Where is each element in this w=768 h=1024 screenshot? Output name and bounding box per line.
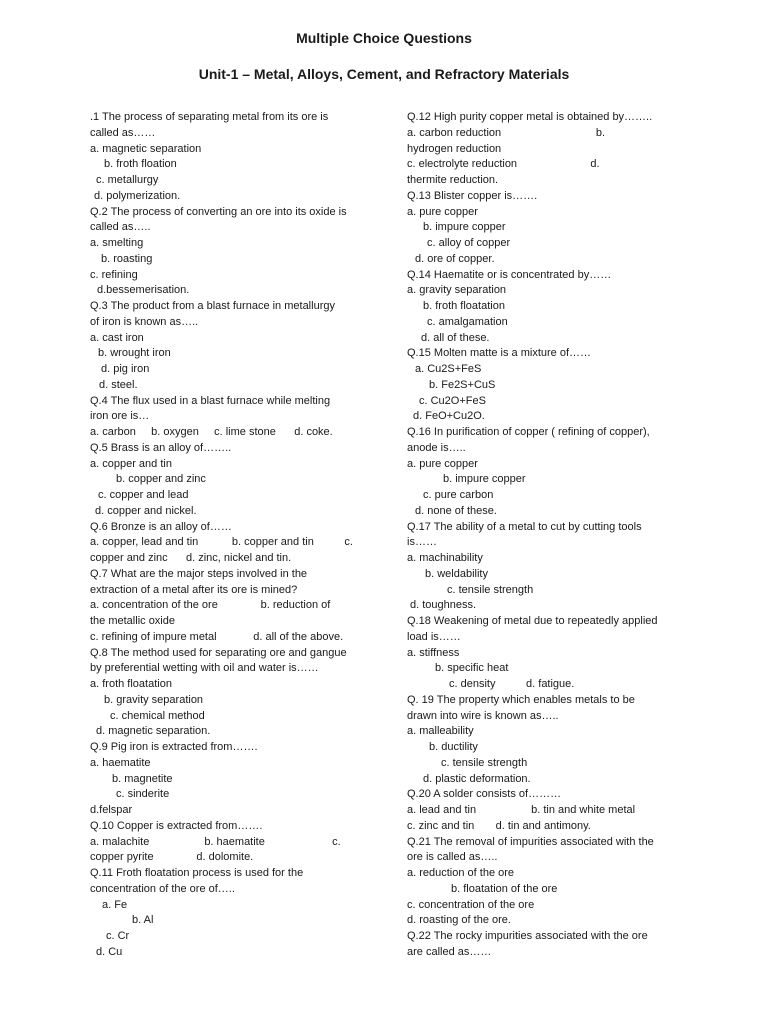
text-line: copper and zinc d. zinc, nickel and tin. bbox=[90, 552, 292, 564]
text-line: b. copper and zinc bbox=[116, 473, 206, 486]
text-line: hydrogen reduction bbox=[407, 142, 502, 155]
text-line: b. impure copper bbox=[423, 221, 506, 234]
question-line: Q.7 What are the major steps involved in the bbox=[90, 567, 308, 580]
text-line: concentration of the ore of….. bbox=[90, 882, 235, 895]
text-line: are called as…… bbox=[407, 945, 492, 958]
text-line: c. refining of impure metal d. all of the above. bbox=[90, 630, 344, 643]
text-line: c. density d. fatigue. bbox=[449, 678, 575, 690]
question-line: Q.4 The flux used in a blast furnace while melting bbox=[90, 394, 331, 407]
text-line: d. all of these. bbox=[421, 331, 490, 344]
page-title: Multiple Choice Questions bbox=[296, 30, 472, 46]
text-line: d. toughness. bbox=[410, 599, 477, 612]
text-line: c. electrolyte reduction d. bbox=[407, 158, 600, 171]
text-line: anode is….. bbox=[407, 441, 466, 454]
text-line: d. magnetic separation. bbox=[96, 725, 211, 738]
question-line: .1 The process of separating metal from its ore is bbox=[90, 111, 329, 123]
question-line: Q.14 Haematite or is concentrated by…… bbox=[407, 268, 612, 281]
text-line: b. ductility bbox=[429, 741, 478, 753]
unit-heading: Unit-1 – Metal, Alloys, Cement, and Refractory Materials bbox=[198, 66, 570, 82]
text-line: c. metallurgy bbox=[96, 174, 159, 186]
question-line: Q.22 The rocky impurities associated with the ore bbox=[407, 930, 648, 942]
text-line: c. copper and lead bbox=[98, 489, 189, 501]
text-line: d. ore of copper. bbox=[415, 252, 495, 265]
question-line: Q.20 A solder consists of……… bbox=[407, 788, 562, 801]
question-line: Q.16 In purification of copper ( refining of copper), bbox=[407, 426, 650, 438]
text-line: c. amalgamation bbox=[427, 315, 508, 328]
text-line: a. machinability bbox=[407, 552, 483, 564]
question-line: Q.11 Froth floatation process is used for the bbox=[90, 867, 304, 879]
question-line: Q.8 The method used for separating ore and gangue bbox=[90, 646, 347, 659]
text-line: c. concentration of the ore bbox=[407, 898, 535, 911]
text-line: a. gravity separation bbox=[407, 284, 507, 297]
text-line: d. pig iron bbox=[101, 363, 150, 375]
text-line: a. pure copper bbox=[407, 457, 478, 470]
text-line: a. cast iron bbox=[90, 331, 144, 344]
text-line: a. smelting bbox=[90, 237, 144, 249]
question-line: Q.10 Copper is extracted from……. bbox=[90, 819, 263, 832]
text-line: d. copper and nickel. bbox=[95, 504, 197, 517]
text-line: a. reduction of the ore bbox=[407, 867, 515, 879]
question-line: Q.13 Blister copper is……. bbox=[407, 189, 538, 202]
text-line: d. FeO+Cu2O. bbox=[413, 410, 485, 423]
question-line: Q.3 The product from a blast furnace in metallurgy bbox=[90, 300, 335, 312]
text-line: a. magnetic separation bbox=[90, 142, 202, 155]
text-line: b. Fe2S+CuS bbox=[429, 378, 496, 391]
text-line: a. lead and tin b. tin and white metal bbox=[407, 804, 636, 816]
question-line: Q.21 The removal of impurities associated with the bbox=[407, 835, 654, 848]
question-line: Q.5 Brass is an alloy of…….. bbox=[90, 441, 232, 454]
text-line: a. concentration of the ore b. reduction of bbox=[90, 599, 331, 612]
text-line: called as…… bbox=[90, 126, 156, 139]
text-line: load is…… bbox=[407, 630, 461, 643]
text-line: a. pure copper bbox=[407, 205, 478, 218]
text-line: a. malleability bbox=[407, 725, 474, 738]
question-line: Q.6 Bronze is an alloy of…… bbox=[90, 520, 232, 533]
text-line: a. carbon reduction b. bbox=[407, 126, 606, 139]
text-line: is…… bbox=[407, 536, 437, 549]
text-line: copper pyrite d. dolomite. bbox=[90, 851, 254, 864]
text-line: b. floatation of the ore bbox=[451, 882, 558, 895]
text-line: b. wrought iron bbox=[98, 347, 171, 360]
text-line: c. Cu2O+FeS bbox=[419, 394, 486, 407]
question-line: Q.12 High purity copper metal is obtained by…….. bbox=[407, 111, 653, 123]
question-line: Q. 19 The property which enables metals to be bbox=[407, 693, 635, 706]
text-line: a. Cu2S+FeS bbox=[415, 363, 482, 375]
text-line: iron ore is… bbox=[90, 410, 150, 423]
text-line: c. pure carbon bbox=[423, 489, 494, 501]
text-line: a. haematite bbox=[90, 756, 151, 769]
text-line: c. Cr bbox=[106, 930, 130, 942]
text-line: b. specific heat bbox=[435, 662, 509, 675]
text-line: a. froth floatation bbox=[90, 678, 172, 690]
text-line: a. copper and tin bbox=[90, 457, 172, 470]
question-line: Q.17 The ability of a metal to cut by cutting tools bbox=[407, 520, 642, 533]
text-line: extraction of a metal after its ore is mined? bbox=[90, 583, 298, 596]
text-line: c. zinc and tin d. tin and antimony. bbox=[407, 819, 591, 832]
text-line: d.felspar bbox=[90, 804, 133, 816]
text-line: b. weldability bbox=[425, 567, 488, 580]
text-line: d. polymerization. bbox=[94, 189, 181, 202]
question-line: Q.15 Molten matte is a mixture of…… bbox=[407, 347, 592, 360]
text-line: c. tensile strength bbox=[447, 583, 534, 596]
text-line: ore is called as….. bbox=[407, 851, 498, 864]
right-question-column bbox=[407, 110, 673, 961]
text-line: d. Cu bbox=[96, 945, 123, 958]
text-line: the metallic oxide bbox=[90, 615, 175, 627]
text-line: c. alloy of copper bbox=[427, 237, 511, 249]
text-line: a. carbon b. oxygen c. lime stone d. coke. bbox=[90, 426, 333, 438]
text-line: called as….. bbox=[90, 221, 151, 234]
text-line: b. gravity separation bbox=[104, 693, 204, 706]
text-line: b. impure copper bbox=[443, 473, 526, 486]
text-line: c. tensile strength bbox=[441, 756, 528, 769]
question-line: Q.18 Weakening of metal due to repeatedly applied bbox=[407, 615, 658, 627]
text-line: d.bessemerisation. bbox=[97, 284, 190, 297]
text-line: a. stiffness bbox=[407, 646, 460, 659]
text-line: c. refining bbox=[90, 268, 138, 281]
text-line: drawn into wire is known as….. bbox=[407, 709, 559, 722]
text-line: b. froth floation bbox=[104, 158, 177, 171]
text-line: a. malachite b. haematite c. bbox=[90, 835, 341, 848]
question-line: Q.9 Pig iron is extracted from……. bbox=[90, 741, 258, 753]
text-line: d. steel. bbox=[99, 378, 138, 391]
text-line: b. froth floatation bbox=[423, 300, 505, 312]
text-line: b. roasting bbox=[101, 252, 153, 265]
left-question-column bbox=[90, 110, 366, 961]
text-line: b. magnetite bbox=[112, 772, 173, 785]
text-line: a. Fe bbox=[102, 898, 128, 911]
text-line: d. roasting of the ore. bbox=[407, 914, 511, 927]
text-line: thermite reduction. bbox=[407, 174, 499, 186]
text-line: c. sinderite bbox=[116, 788, 170, 801]
text-line: c. chemical method bbox=[110, 709, 205, 722]
text-line: b. Al bbox=[132, 914, 154, 927]
text-line: by preferential wetting with oil and water is…… bbox=[90, 662, 319, 675]
question-line: Q.2 The process of converting an ore into its oxide is bbox=[90, 205, 347, 218]
text-line: of iron is known as….. bbox=[90, 315, 199, 328]
text-line: d. none of these. bbox=[415, 504, 497, 517]
text-line: d. plastic deformation. bbox=[423, 772, 531, 785]
text-line: a. copper, lead and tin b. copper and tin c. bbox=[90, 536, 353, 549]
